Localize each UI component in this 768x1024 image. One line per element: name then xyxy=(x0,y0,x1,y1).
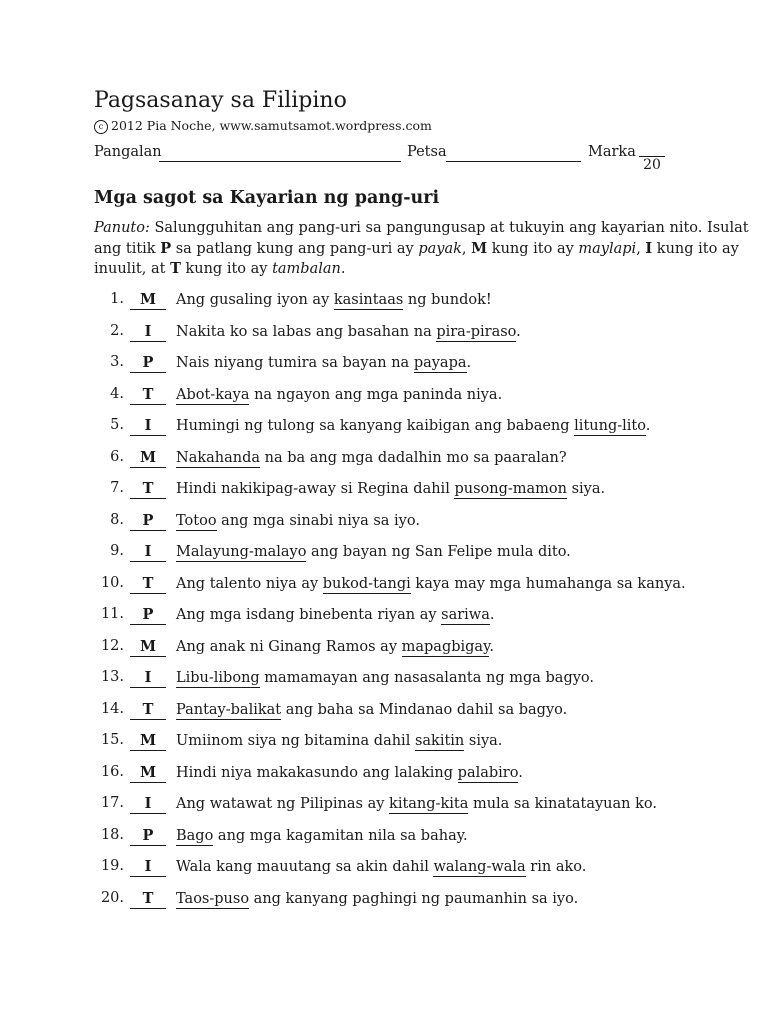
sentence-text: rin ako. xyxy=(525,859,587,875)
answer-blank[interactable]: T xyxy=(130,480,166,499)
item-sentence xyxy=(176,858,586,876)
list-item xyxy=(94,354,694,386)
page-title: Pagsasanay sa Filipino xyxy=(94,88,347,113)
date-blank[interactable] xyxy=(446,161,581,162)
item-sentence xyxy=(176,638,494,656)
exercise-list xyxy=(94,291,694,921)
answer-blank[interactable]: M xyxy=(130,291,166,310)
sentence-text: . xyxy=(518,764,523,781)
item-number: 16. xyxy=(100,763,124,780)
item-number: 12. xyxy=(100,637,124,654)
answer-blank[interactable]: M xyxy=(130,638,166,657)
student-info-row xyxy=(94,144,674,174)
item-number: 1. xyxy=(110,291,124,307)
item-number: 17. xyxy=(100,795,124,811)
underlined-adjective: walang-wala xyxy=(433,859,526,875)
underlined-adjective: palabiro xyxy=(457,764,519,781)
instructions-line-2 xyxy=(94,239,739,260)
answer-blank[interactable]: I xyxy=(130,543,166,562)
sentence-text: siya. xyxy=(566,481,606,497)
item-sentence xyxy=(176,323,521,341)
answer-blank[interactable]: P xyxy=(130,827,166,846)
item-sentence xyxy=(176,764,523,782)
underlined-adjective: kitang-kita xyxy=(389,796,469,812)
instructions-text: inuulit, at xyxy=(94,261,171,277)
list-item xyxy=(94,732,694,764)
sentence-text: na ba ang mga dadalhin mo sa paaralan? xyxy=(260,449,567,466)
sentence-text: mamamayan ang nasasalanta ng mga bagyo. xyxy=(259,670,595,686)
item-sentence xyxy=(176,606,494,624)
item-number: 14. xyxy=(100,700,124,717)
sentence-text: kaya may mga humahanga sa kanya. xyxy=(410,575,686,592)
item-sentence xyxy=(176,386,502,404)
sentence-text: Umiinom siya ng bitamina dahil xyxy=(176,733,415,749)
instructions-text: kung ito ay xyxy=(180,261,273,277)
score-total: 20 xyxy=(639,156,665,173)
list-item xyxy=(94,701,694,733)
item-number: 4. xyxy=(110,385,124,402)
underlined-adjective: Taos-puso xyxy=(176,890,250,907)
list-item xyxy=(94,291,694,323)
list-item xyxy=(94,480,694,512)
list-item xyxy=(94,669,694,701)
list-item xyxy=(94,764,694,796)
sentence-text: Humingi ng tulong sa kanyang kaibigan ang babaeng xyxy=(176,418,575,434)
list-item xyxy=(94,543,694,575)
score-label: Marka xyxy=(588,144,636,160)
item-sentence xyxy=(176,543,571,561)
sentence-text: . xyxy=(645,418,651,434)
item-sentence xyxy=(176,669,594,687)
copyright-text: 2012 Pia Noche, www.samutsamot.wordpress.com xyxy=(111,118,432,133)
name-label: Pangalan xyxy=(94,144,162,160)
answer-blank[interactable]: P xyxy=(130,512,166,531)
answer-blank[interactable]: P xyxy=(130,354,166,373)
sentence-text: siya. xyxy=(464,733,503,749)
list-item xyxy=(94,449,694,481)
section-title: Mga sagot sa Kayarian ng pang-uri xyxy=(94,188,440,208)
sentence-text: ng bundok! xyxy=(403,292,492,308)
copyright-line xyxy=(94,118,432,134)
item-sentence xyxy=(176,701,567,719)
item-number: 2. xyxy=(110,322,124,339)
answer-blank[interactable]: M xyxy=(130,764,166,783)
underlined-adjective: litung-lito xyxy=(574,418,646,434)
underlined-adjective: Pantay-balikat xyxy=(176,701,282,718)
item-number: 18. xyxy=(100,826,124,843)
item-sentence xyxy=(176,827,468,845)
sentence-text: Ang anak ni Ginang Ramos ay xyxy=(176,638,402,655)
instructions-text: , xyxy=(636,240,646,257)
underlined-adjective: Bago xyxy=(176,827,214,844)
instructions-text: , xyxy=(461,240,472,257)
item-number: 8. xyxy=(110,511,124,528)
sentence-text: ang kanyang paghingi ng paumanhin sa iyo. xyxy=(249,890,579,907)
underlined-adjective: Malayung-malayo xyxy=(176,544,307,560)
list-item xyxy=(94,638,694,670)
item-sentence xyxy=(176,480,605,498)
list-item xyxy=(94,858,694,890)
date-label: Petsa xyxy=(407,144,447,160)
item-sentence xyxy=(176,449,567,467)
sentence-text: . xyxy=(489,607,495,623)
list-item xyxy=(94,795,694,827)
copyright-icon: c xyxy=(94,120,108,134)
sentence-text: Wala kang mauutang sa akin dahil xyxy=(176,859,434,875)
list-item xyxy=(94,386,694,418)
list-item xyxy=(94,827,694,859)
term-payak: payak xyxy=(418,240,462,257)
code-t: T xyxy=(170,260,181,277)
item-sentence xyxy=(176,795,657,813)
answer-blank[interactable]: I xyxy=(130,669,166,688)
answer-blank[interactable]: T xyxy=(130,701,166,720)
list-item xyxy=(94,323,694,355)
list-item xyxy=(94,890,694,922)
sentence-text: Ang gusaling iyon ay xyxy=(176,292,334,308)
underlined-adjective: pusong-mamon xyxy=(454,481,567,497)
answer-blank[interactable]: I xyxy=(130,795,166,814)
instructions-text: kung ito ay xyxy=(487,240,579,257)
term-maylapi: maylapi xyxy=(578,240,637,257)
sentence-text: Hindi niya makakasundo ang lalaking xyxy=(176,764,458,781)
item-sentence xyxy=(176,732,502,750)
instructions-text: ang titik xyxy=(94,240,161,257)
item-number: 13. xyxy=(100,669,124,685)
item-number: 19. xyxy=(100,858,124,874)
sentence-text: Nakita ko sa labas ang basahan na xyxy=(176,323,437,340)
underlined-adjective: kasintaas xyxy=(333,292,404,308)
answer-blank[interactable]: T xyxy=(130,575,166,594)
instructions-line-3 xyxy=(94,259,689,280)
item-number: 5. xyxy=(110,417,124,433)
item-sentence xyxy=(176,575,686,593)
sentence-text: Ang talento niya ay xyxy=(176,575,323,592)
instructions xyxy=(94,219,749,280)
underlined-adjective: Libu-libong xyxy=(176,670,260,686)
sentence-text: Ang watawat ng Pilipinas ay xyxy=(176,796,390,812)
list-item xyxy=(94,512,694,544)
item-number: 3. xyxy=(110,354,124,370)
underlined-adjective: mapagbigay xyxy=(401,638,490,655)
sentence-text: ang mga sinabi niya sa iyo. xyxy=(216,512,420,529)
item-number: 20. xyxy=(100,889,124,906)
item-sentence xyxy=(176,890,578,908)
list-item xyxy=(94,606,694,638)
item-number: 7. xyxy=(110,480,124,496)
answer-blank[interactable]: M xyxy=(130,732,166,751)
sentence-text: . xyxy=(466,355,472,371)
underlined-adjective: bukod-tangi xyxy=(322,575,411,592)
answer-blank[interactable]: I xyxy=(130,858,166,877)
sentence-text: . xyxy=(516,323,521,340)
item-sentence xyxy=(176,417,650,435)
sentence-text: . xyxy=(489,638,494,655)
underlined-adjective: payapa xyxy=(413,355,467,371)
answer-blank[interactable]: T xyxy=(130,890,166,909)
sentence-text: Hindi nakikipag-away si Regina dahil xyxy=(176,481,455,497)
sentence-text: ang baha sa Mindanao dahil sa bagyo. xyxy=(281,701,568,718)
item-number: 11. xyxy=(100,606,124,622)
name-blank[interactable] xyxy=(159,161,401,162)
instructions-text: . xyxy=(340,261,346,277)
underlined-adjective: sariwa xyxy=(441,607,490,623)
underlined-adjective: Nakahanda xyxy=(176,449,261,466)
instructions-text: Salungguhitan ang pang-uri sa pangungusap at tukuyin ang kayarian nito. Isulat xyxy=(149,220,749,236)
item-number: 6. xyxy=(110,448,124,465)
sentence-text: na ngayon ang mga paninda niya. xyxy=(249,386,503,403)
sentence-text: Nais niyang tumira sa bayan na xyxy=(176,355,414,371)
instructions-text: sa patlang kung ang pang-uri ay xyxy=(171,240,419,257)
item-sentence xyxy=(176,512,420,530)
item-number: 9. xyxy=(110,543,124,559)
code-p: P xyxy=(160,239,172,257)
underlined-adjective: Totoo xyxy=(176,512,217,529)
sentence-text: ang bayan ng San Felipe mula dito. xyxy=(306,544,571,560)
answer-blank[interactable]: I xyxy=(130,323,166,342)
list-item xyxy=(94,575,694,607)
code-i: I xyxy=(645,239,653,257)
item-sentence xyxy=(176,354,471,372)
item-sentence xyxy=(176,291,492,309)
answer-blank[interactable]: I xyxy=(130,417,166,436)
answer-blank[interactable]: T xyxy=(130,386,166,405)
term-tambalan: tambalan xyxy=(272,261,341,277)
code-m: M xyxy=(471,239,488,257)
underlined-adjective: Abot-kaya xyxy=(176,386,250,403)
instructions-label: Panuto: xyxy=(94,220,150,236)
underlined-adjective: sakitin xyxy=(414,733,465,749)
instructions-line-1 xyxy=(94,219,749,239)
item-number: 15. xyxy=(100,732,124,748)
item-number: 10. xyxy=(100,574,124,591)
sentence-text: mula sa kinatatayuan ko. xyxy=(468,796,657,812)
list-item xyxy=(94,417,694,449)
underlined-adjective: pira-piraso xyxy=(436,323,517,340)
sentence-text: Ang mga isdang binebenta riyan ay xyxy=(176,607,442,623)
instructions-text: kung ito ay xyxy=(652,240,739,257)
sentence-text: ang mga kagamitan nila sa bahay. xyxy=(213,827,468,844)
answer-blank[interactable]: M xyxy=(130,449,166,468)
answer-blank[interactable]: P xyxy=(130,606,166,625)
